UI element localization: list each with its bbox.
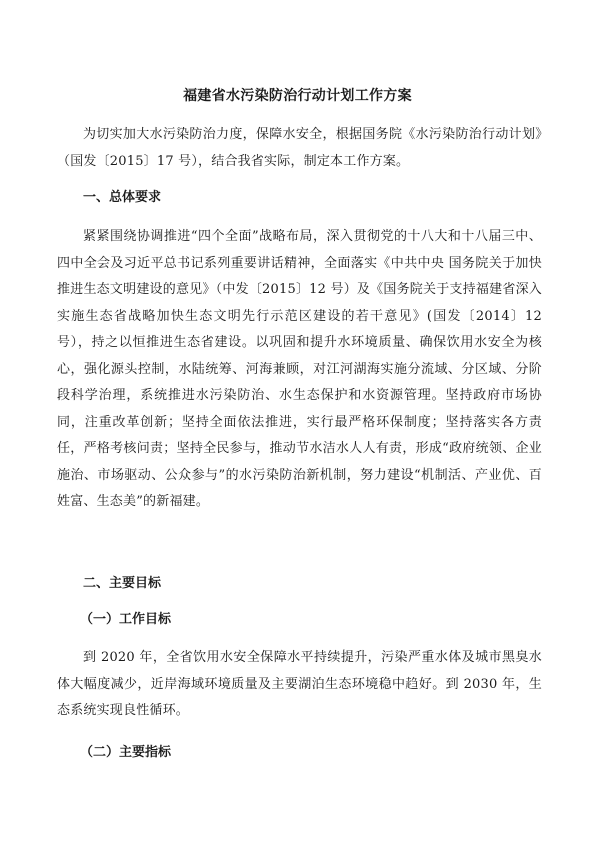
work-goals-paragraph: 到 2020 年，全省饮用水安全保障水平持续提升，污染严重水体及城市黑臭水体大幅度减少，近岸海域环境质量及主要湖泊生态环境稳中趋好。到 2030 年，生态系统实现良性循环。 (57, 650, 542, 718)
document-title: 福建省水污染防治行动计划工作方案 (183, 88, 412, 104)
subsection-heading-main-indicators: （二）主要指标 (80, 745, 172, 760)
section-heading-general-requirements: 一、总体要求 (83, 190, 162, 205)
section-heading-main-goals: 二、主要目标 (83, 576, 162, 591)
intro-paragraph: 为切实加大水污染防治力度，保障水安全，根据国务院《水污染防治行动计划》（国发〔2015〕17 号），结合我省实际，制定本工作方案。 (57, 127, 542, 169)
general-requirements-paragraph: 紧紧围绕协调推进“四个全面”战略布局，深入贯彻党的十八大和十八届三中、四中全会及习近平总书记系列重要讲话精神，全面落实《中共中央 国务院关于加快推进生态文明建设的意见》（中发〔2015〕12 号）及《国务院关于支持福建省深入实施生态省战略加快生态文明先行示范区建设的若干意见》(国发〔2014〕12 号），持之以恒推进生态省建设。以巩固和提升水环境质量、确保饮用水安全为核心，强化源头控制，水陆统筹、河海兼顾，对江河湖海实施分流域、分区域、分阶段科学治理，系统推进水污染防治、水生态保护和水资源管理。坚持政府市场协同，注重改革创新；坚持全面依法推进，实行最严格环保制度；坚持落实各方责任，严格考核问责；坚持全民参与，推动节水洁水人人有责，形成“政府统领、企业施治、市场驱动、公众参与”的水污染防治新机制，努力建设“机制活、产业优、百姓富、生态美”的新福建。 (57, 229, 542, 509)
subsection-heading-work-goals: （一）工作目标 (80, 612, 172, 627)
